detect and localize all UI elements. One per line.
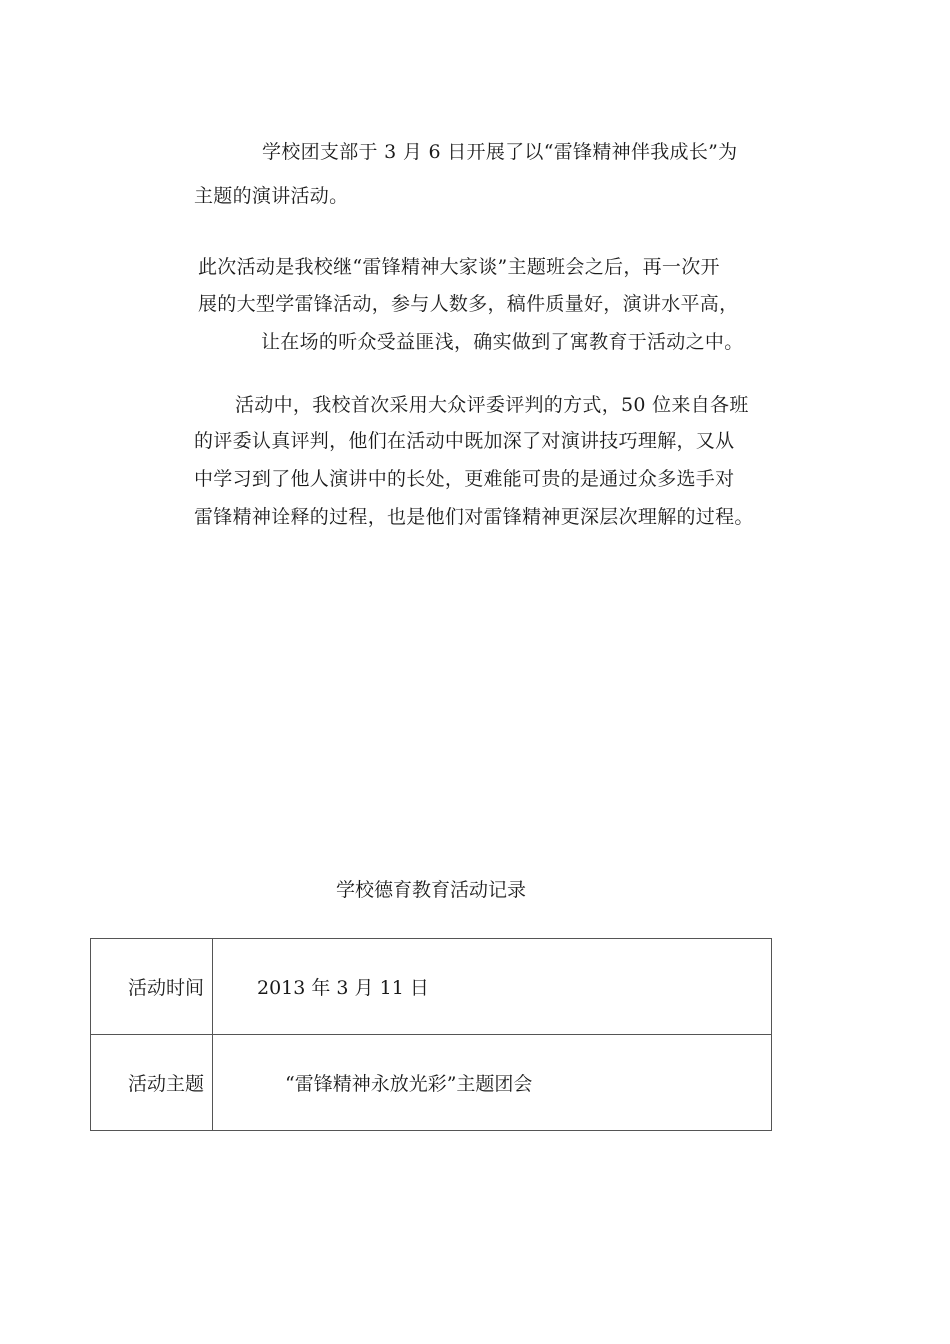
table-row (91, 1035, 772, 1131)
activity-time-value: 2013 年 3 月 11 日 (213, 939, 772, 1035)
paragraph-3-line-2: 的评委认真评判，他们在活动中既加深了对演讲技巧理解，又从 (194, 430, 735, 452)
activity-theme-value: “雷锋精神永放光彩”主题团会 (213, 1035, 772, 1131)
paragraph-2-line-1: 此次活动是我校继“雷锋精神大家谈”主题班会之后，再一次开 (198, 256, 720, 278)
paragraph-1-line-2: 主题的演讲活动。 (194, 185, 349, 207)
paragraph-2-line-3: 让在场的听众受益匪浅，确实做到了寓教育于活动之中。 (261, 331, 744, 353)
paragraph-1-line-1: 学校团支部于 3 月 6 日开展了以“雷锋精神伴我成长”为 (262, 141, 738, 163)
paragraph-2-line-2: 展的大型学雷锋活动，参与人数多，稿件质量好，演讲水平高， (198, 293, 739, 315)
paragraph-3-line-1: 活动中，我校首次采用大众评委评判的方式，50 位来自各班 (235, 394, 749, 416)
activity-time-label: 活动时间 (91, 939, 213, 1035)
table-row (91, 939, 772, 1035)
paragraph-3-line-3: 中学习到了他人演讲中的长处，更难能可贵的是通过众多选手对 (194, 468, 735, 490)
activity-theme-label: 活动主题 (91, 1035, 213, 1131)
paragraph-3-line-4: 雷锋精神诠释的过程，也是他们对雷锋精神更深层次理解的过程。 (194, 506, 754, 528)
activity-record-table (90, 938, 772, 1131)
record-title: 学校德育教育活动记录 (335, 879, 526, 901)
